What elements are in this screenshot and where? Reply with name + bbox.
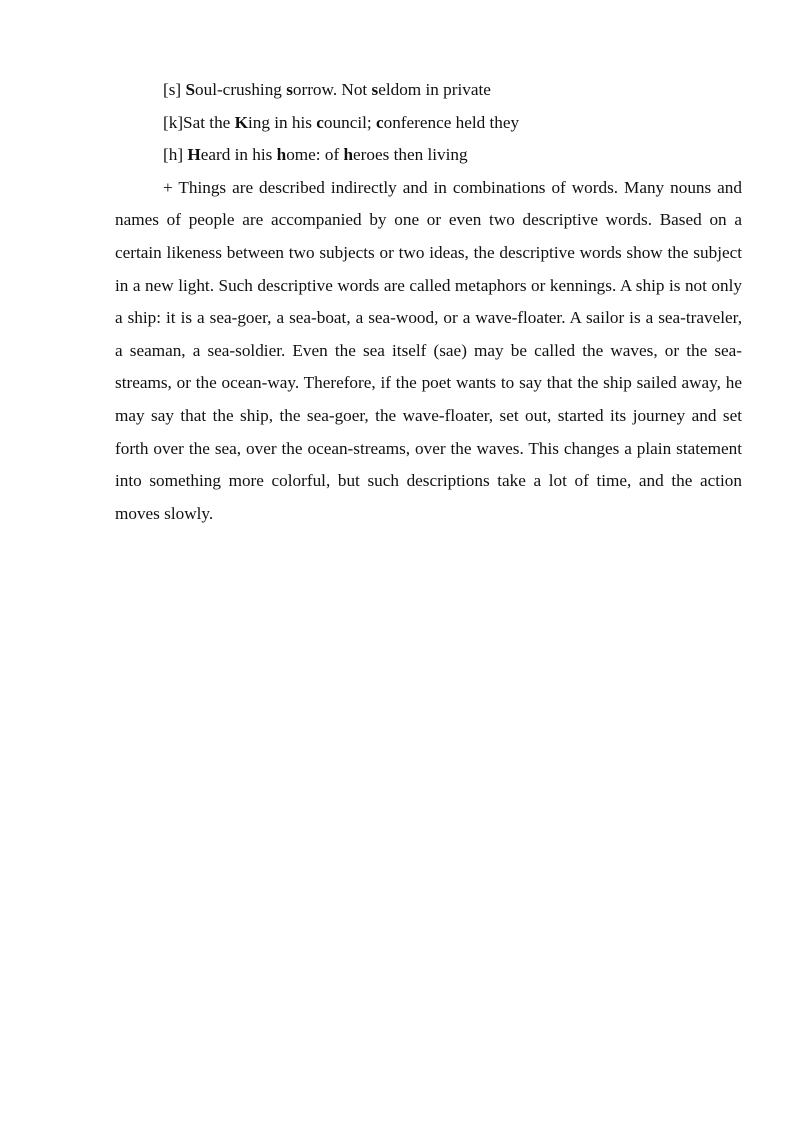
alliteration-letter: h xyxy=(276,145,287,165)
alliteration-letter: s xyxy=(371,80,379,99)
alliteration-letter: s xyxy=(286,80,293,99)
verse-tag: [s] xyxy=(163,80,186,99)
verse-text: orrow. Not xyxy=(292,80,372,99)
verse-text: ouncil; xyxy=(323,112,376,132)
verse-line-k xyxy=(115,107,742,140)
verse-text: oul-crushing xyxy=(195,80,287,99)
body-paragraph: + Things are described indirectly and in combinations of words. Many nouns and names of people are accompanied by one or even two descriptive words. Based on a certain likeness between two subjects or two ideas, the descriptive words show the subject in a new light. Such descriptive words are called metaphors or kennings. A ship is not only a ship: it is a sea-goer, a sea-boat, a sea-wood, or a wave-floater. A sailor is a sea-traveler, a seaman, a sea-soldier. Even the sea itself (sae) may be called the waves, or the sea-streams, or the ocean-way. Therefore, if the poet wants to say that the ship sailed away, he may say that the ship, the sea-goer, the wave-floater, set out, started its journey and set forth over the sea, over the ocean-streams, over the waves. This changes a plain statement into something more colorful, but such descriptions take a lot of time, and the action moves slowly. xyxy=(115,177,742,523)
verse-line-h xyxy=(115,139,742,172)
alliteration-letter: H xyxy=(187,145,201,165)
verse-text: eldom in private xyxy=(378,80,491,99)
verse-text: onference held they xyxy=(383,112,520,132)
verse-text: ing in his xyxy=(247,112,317,132)
alliteration-letter: S xyxy=(185,80,195,99)
alliteration-letter: c xyxy=(375,112,384,132)
verse-text: eard in his xyxy=(200,145,277,165)
verse-tag: [k] xyxy=(163,112,184,132)
alliteration-letter: K xyxy=(234,112,248,132)
verse-line-s xyxy=(115,74,742,107)
verse-text: Sat the xyxy=(183,112,235,132)
verse-text: eroes then living xyxy=(353,145,468,165)
alliteration-letter: h xyxy=(343,145,354,165)
alliteration-letter: c xyxy=(316,112,324,132)
verse-tag: [h] xyxy=(163,145,188,165)
document-body xyxy=(115,74,742,530)
verse-text: ome: of xyxy=(286,145,344,165)
